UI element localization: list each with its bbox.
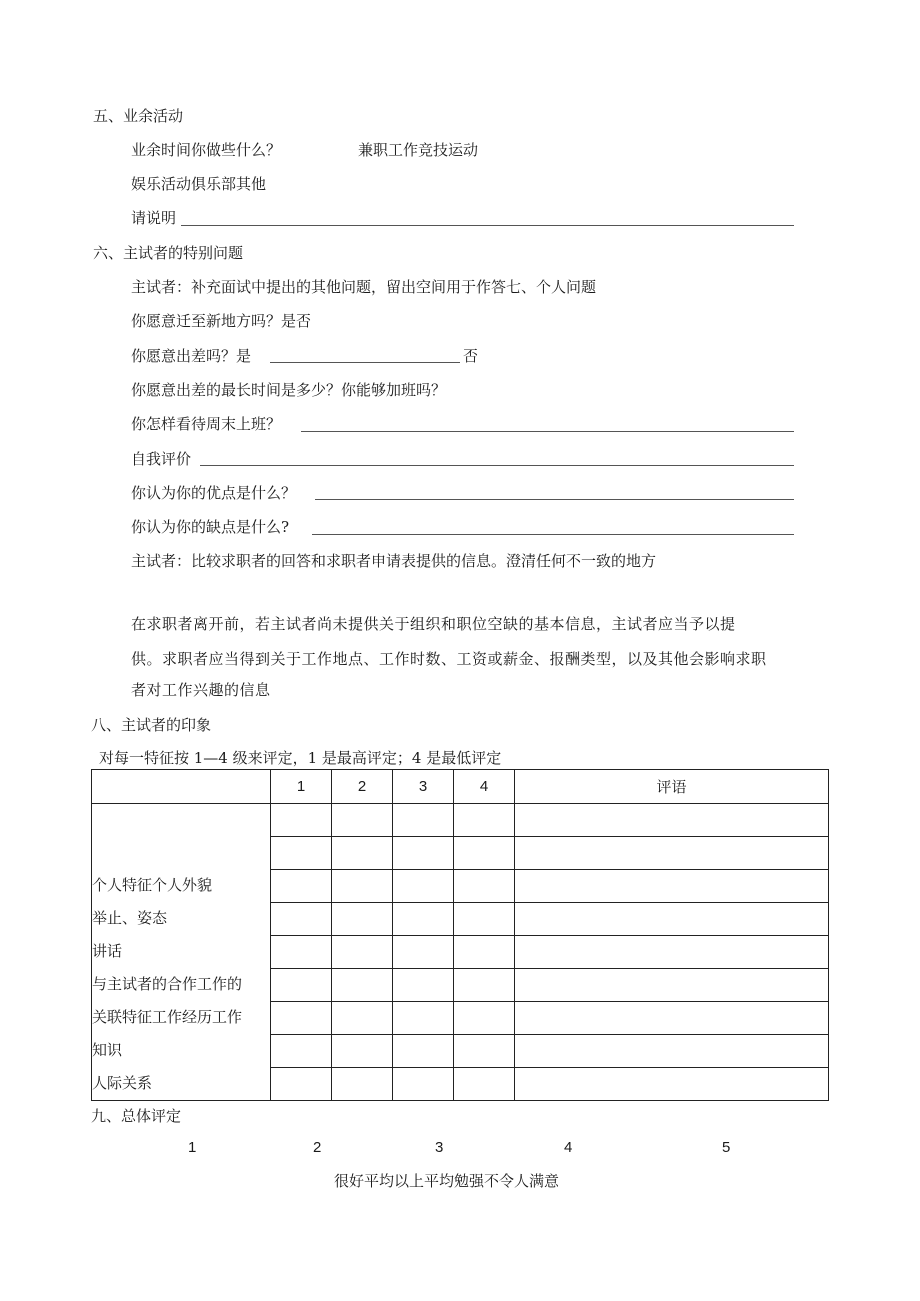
trait-label: 个人特征个人外貌	[92, 876, 213, 894]
score-cell[interactable]	[454, 1035, 515, 1068]
interviewer-note-1: 主试者：补充面试中提出的其他问题，留出空间用于作答七、个人问题	[131, 278, 597, 296]
score-cell[interactable]	[393, 1035, 454, 1068]
score-cell[interactable]	[393, 969, 454, 1002]
section-5-heading: 五、业余活动	[93, 107, 184, 125]
header-score-4: 4	[454, 770, 515, 804]
score-cell[interactable]	[271, 936, 332, 969]
comment-cell[interactable]	[515, 837, 829, 870]
score-cell[interactable]	[271, 804, 332, 837]
score-cell[interactable]	[332, 1035, 393, 1068]
travel-no-label: 否	[463, 347, 479, 365]
rating-instruction: 对每一特征按 1—4 级来评定，1 是最高评定；4 是最低评定	[99, 749, 502, 767]
comment-cell[interactable]	[515, 870, 829, 903]
overall-scale-labels: 很好平均以上平均勉强不令人满意	[334, 1172, 560, 1190]
leisure-options-1: 兼职工作竞技运动	[358, 141, 479, 159]
score-cell[interactable]	[454, 837, 515, 870]
header-score-3: 3	[393, 770, 454, 804]
score-cell[interactable]	[454, 969, 515, 1002]
leisure-question: 业余时间你做些什么？	[131, 141, 282, 159]
score-cell[interactable]	[332, 837, 393, 870]
weekend-answer-line[interactable]	[301, 431, 794, 432]
trait-label: 举止、姿态	[92, 909, 168, 927]
overall-score-5[interactable]: 5	[722, 1139, 731, 1156]
table-row	[92, 804, 829, 837]
explain-answer-line[interactable]	[181, 225, 794, 226]
comment-cell[interactable]	[515, 804, 829, 837]
section-9-heading: 九、总体评定	[91, 1107, 182, 1125]
overall-score-3[interactable]: 3	[435, 1139, 444, 1156]
score-cell[interactable]	[332, 1002, 393, 1035]
score-cell[interactable]	[271, 837, 332, 870]
score-cell[interactable]	[454, 1068, 515, 1101]
score-cell[interactable]	[393, 936, 454, 969]
score-cell[interactable]	[454, 870, 515, 903]
section-6-heading: 六、主试者的特别问题	[93, 244, 244, 262]
score-cell[interactable]	[332, 804, 393, 837]
header-blank	[92, 770, 271, 804]
rating-table	[91, 769, 829, 1101]
score-cell[interactable]	[393, 903, 454, 936]
score-cell[interactable]	[454, 903, 515, 936]
comment-cell[interactable]	[515, 969, 829, 1002]
comment-cell[interactable]	[515, 1068, 829, 1101]
overall-score-2[interactable]: 2	[313, 1139, 322, 1156]
score-cell[interactable]	[332, 903, 393, 936]
score-cell[interactable]	[271, 1035, 332, 1068]
section-8-heading: 八、主试者的印象	[91, 716, 212, 734]
overall-score-4[interactable]: 4	[564, 1139, 573, 1156]
score-cell[interactable]	[271, 1002, 332, 1035]
overall-score-1[interactable]: 1	[188, 1139, 197, 1156]
relocate-question: 你愿意迁至新地方吗？是否	[131, 312, 312, 330]
trait-list	[92, 804, 271, 1101]
comment-cell[interactable]	[515, 903, 829, 936]
strengths-answer-line[interactable]	[315, 499, 794, 500]
travel-question: 你愿意出差吗？是	[131, 347, 252, 365]
trait-label: 人际关系	[92, 1074, 153, 1092]
closing-line-3: 者对工作兴趣的信息	[131, 681, 271, 699]
header-score-2: 2	[332, 770, 393, 804]
interviewer-note-2: 主试者：比较求职者的回答和求职者申请表提供的信息。澄清任何不一致的地方	[131, 552, 657, 570]
weakness-answer-line[interactable]	[312, 534, 794, 535]
travel-max-question: 你愿意出差的最长时间是多少？你能够加班吗？	[131, 381, 447, 399]
score-cell[interactable]	[332, 936, 393, 969]
rating-table-header	[92, 770, 829, 804]
score-cell[interactable]	[271, 903, 332, 936]
score-cell[interactable]	[332, 1068, 393, 1101]
comment-cell[interactable]	[515, 1035, 829, 1068]
score-cell[interactable]	[393, 837, 454, 870]
weekend-question: 你怎样看待周末上班？	[131, 415, 282, 433]
score-cell[interactable]	[454, 1002, 515, 1035]
trait-label: 知识	[92, 1041, 123, 1059]
weakness-question: 你认为你的缺点是什么?	[131, 518, 290, 536]
header-comment: 评语	[515, 770, 829, 804]
explain-label: 请说明	[131, 209, 177, 227]
score-cell[interactable]	[454, 804, 515, 837]
travel-answer-line[interactable]	[270, 362, 460, 363]
closing-line-2: 供。求职者应当得到关于工作地点、工作时数、工资或薪金、报酬类型，以及其他会影响求职	[131, 650, 767, 668]
score-cell[interactable]	[271, 1068, 332, 1101]
trait-label: 关联特征工作经历工作	[92, 1008, 243, 1026]
trait-label: 讲话	[92, 942, 123, 960]
comment-cell[interactable]	[515, 1002, 829, 1035]
score-cell[interactable]	[332, 870, 393, 903]
self-evaluation-line[interactable]	[200, 465, 794, 466]
comment-cell[interactable]	[515, 936, 829, 969]
score-cell[interactable]	[393, 804, 454, 837]
self-evaluation-label: 自我评价	[131, 450, 192, 468]
score-cell[interactable]	[332, 969, 393, 1002]
score-cell[interactable]	[393, 870, 454, 903]
score-cell[interactable]	[271, 870, 332, 903]
leisure-options-2: 娱乐活动俱乐部其他	[131, 175, 267, 193]
score-cell[interactable]	[393, 1002, 454, 1035]
closing-line-1: 在求职者离开前，若主试者尚未提供关于组织和职位空缺的基本信息，主试者应当予以提	[131, 615, 736, 633]
score-cell[interactable]	[271, 969, 332, 1002]
trait-label: 与主试者的合作工作的	[92, 975, 243, 993]
header-score-1: 1	[271, 770, 332, 804]
score-cell[interactable]	[393, 1068, 454, 1101]
strengths-question: 你认为你的优点是什么？	[131, 484, 297, 502]
score-cell[interactable]	[454, 936, 515, 969]
